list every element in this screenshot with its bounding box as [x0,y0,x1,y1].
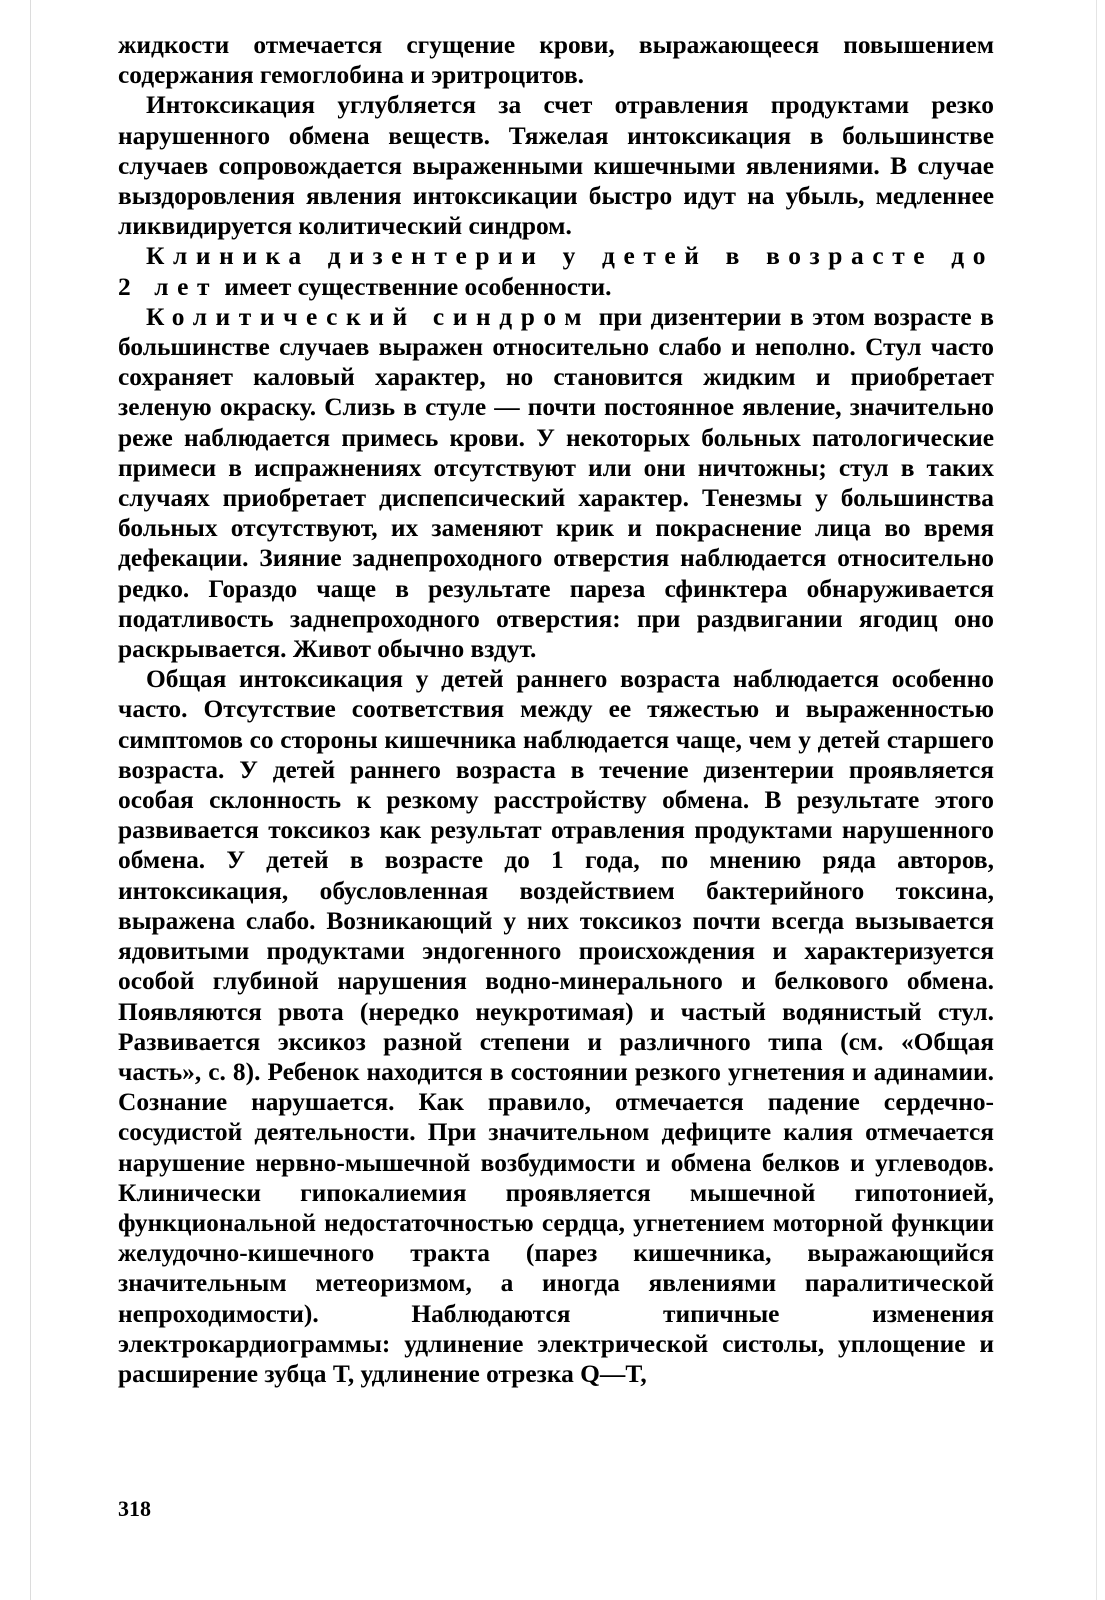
page-right-edge [1096,0,1097,1600]
paragraph-4-text: при дизентерии в этом возрасте в большинстве случаев выражен относительно слабо и неполно. Стул часто сохраняет каловый характер, но становится жидким и приобретает зеленую окраску. Слизь в стуле — почти постоянное явление, значительно реже наблюдается примесь крови. У некоторых больных патологические примеси в испражнениях отсутствуют или они ничтожны; стул в таких случаях приобретает диспепсический характер. Тенезмы у большинства больных отсутствуют, их заменяют крик и покраснение лица во время дефекации. Зияние заднепроходного отверстия наблюдается относительно редко. Гораздо чаще в результате пареза сфинктера обнаруживается податливость заднепроходного отверстия: при раздвигании ягодиц оно раскрывается. Живот обычно вздут. [118,302,994,664]
paragraph-5: Общая интоксикация у детей раннего возраста наблюдается особенно часто. Отсутствие соответствия между ее тяжестью и выраженностью симптомов со стороны кишечника наблюдается чаще, чем у детей старшего возраста. У детей раннего возраста в течение дизентерии проявляется особая склонность к резкому расстройству обмена. В результате этого развивается токсикоз как результат отравления продуктами нарушенного обмена. У детей в возрасте до 1 года, по мнению ряда авторов, интоксикация, обусловленная воздействием бактерийного токсина, выражена слабо. Возникающий у них токсикоз почти всегда вызывается ядовитыми продуктами эндогенного происхождения и характеризуется особой глубиной нарушения водно-минерального и белкового обмена. Появляются рвота (нередко неукротимая) и частый водянистый стул. Развивается эксикоз разной степени и различного типа (см. «Общая часть», с. 8). Ребенок находится в состоянии резкого угнетения и адинамии. Сознание нарушается. Как правило, отмечается падение сердечно-сосудистой деятельности. При значительном дефиците калия отмечается нарушение нервно-мышечной возбудимости и обмена белков и углеводов. Клинически гипокалиемия проявляется мышечной гипотонией, функциональной недостаточностью сердца, угнетением моторной функции желудочно-кишечного тракта (парез кишечника, выражающийся значительным метеоризмом, а иногда явлениями паралитической непроходимости). Наблюдаются типичные изменения электрокардиограммы: удлинение электрической систолы, уплощение и расширение зубца T, удлинение отрезка Q—T, [118,665,994,1388]
page-number: 318 [118,1496,151,1521]
spaced-heading-clinic: Клиника дизентерии у детей в возрасте до 2 лет [118,242,994,301]
paragraph-3 [118,241,994,301]
spaced-heading-colitic: Колитический синдром [146,302,591,331]
page-text [118,30,994,1389]
paragraph-1: жидкости отмечается сгущение крови, выражающееся повышением содержания гемоглобина и эритроцитов. [118,31,994,90]
paragraph-2: Интоксикация углубляется за счет отравления продуктами резко нарушенного обмена веществ. Тяжелая интоксикация в большинстве случаев сопровождается выраженными кишечными явлениями. В случае выздоровления явления интоксикации быстро идут на убыль, медленнее ликвидируется колитический синдром. [118,91,994,241]
page-left-edge [30,0,31,1600]
paragraph-3-text: имеет существенние особенности. [218,272,612,301]
paragraph-4 [118,302,994,664]
